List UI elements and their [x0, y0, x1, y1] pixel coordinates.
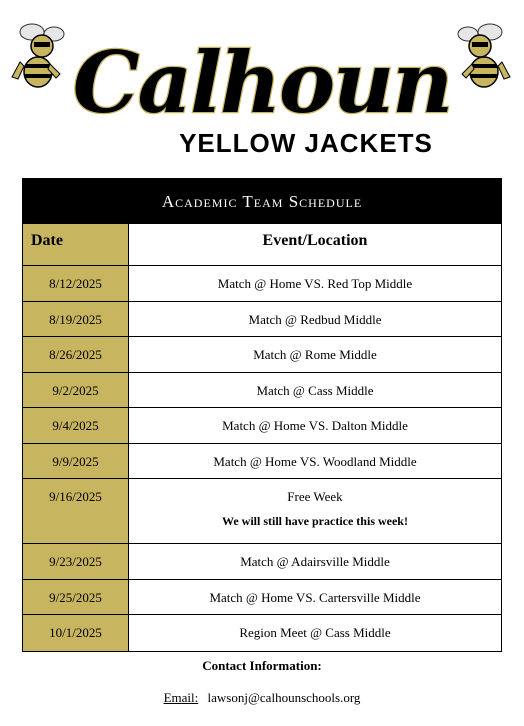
row-event: Free Week	[287, 489, 343, 504]
contact-section	[0, 658, 524, 705]
table-row	[23, 444, 501, 480]
table-row	[23, 408, 501, 444]
row-event: Match @ Home VS. Red Top Middle	[217, 276, 413, 291]
email-address[interactable]: lawsonj@calhounschools.org	[207, 690, 361, 705]
brand-script: Calhoun	[72, 33, 452, 132]
table-row	[23, 580, 501, 616]
row-event: Match @ Adairsville Middle	[240, 554, 390, 569]
row-event: Match @ Home VS. Woodland Middle	[213, 453, 417, 469]
contact-email-line	[0, 690, 524, 706]
brand-subtitle: YELLOW JACKETS	[179, 128, 433, 158]
date-column-header: Date	[23, 224, 129, 265]
row-date: 9/23/2025	[23, 544, 129, 579]
yellow-jacket-mascot-icon	[452, 22, 512, 92]
row-event: Region Meet @ Cass Middle	[239, 625, 391, 640]
row-event-cell	[129, 479, 501, 543]
table-row	[23, 544, 501, 580]
row-event: Match @ Redbud Middle	[248, 311, 382, 327]
row-date: 8/12/2025	[23, 266, 129, 301]
email-label: Email:	[163, 690, 199, 705]
schedule-table	[22, 178, 502, 652]
schedule-title: Academic Team Schedule	[23, 179, 501, 224]
event-column-header: Event/Location	[262, 232, 368, 249]
row-date: 8/26/2025	[23, 337, 129, 372]
table-row	[23, 615, 501, 651]
row-date: 9/9/2025	[23, 444, 129, 479]
row-event: Match @ Cass Middle	[256, 382, 374, 398]
row-event-note: We will still have practice this week!	[222, 514, 408, 528]
row-date: 8/19/2025	[23, 302, 129, 337]
row-date: 9/2/2025	[23, 373, 129, 408]
row-event: Match @ Home VS. Dalton Middle	[222, 418, 408, 433]
table-row	[23, 337, 501, 373]
table-row	[23, 302, 501, 338]
contact-title: Contact Information:	[202, 658, 322, 673]
table-header-row	[23, 224, 501, 266]
header	[0, 0, 524, 178]
row-date: 10/1/2025	[23, 615, 129, 651]
row-event: Match @ Home VS. Cartersville Middle	[209, 589, 421, 605]
table-row	[23, 373, 501, 409]
table-row	[23, 266, 501, 302]
table-row	[23, 479, 501, 544]
row-date: 9/4/2025	[23, 408, 129, 443]
row-date: 9/25/2025	[23, 580, 129, 615]
row-event: Match @ Rome Middle	[253, 347, 377, 362]
yellow-jacket-mascot-icon	[10, 22, 70, 92]
calhoun-logo	[0, 0, 524, 178]
row-date: 9/16/2025	[23, 479, 129, 543]
